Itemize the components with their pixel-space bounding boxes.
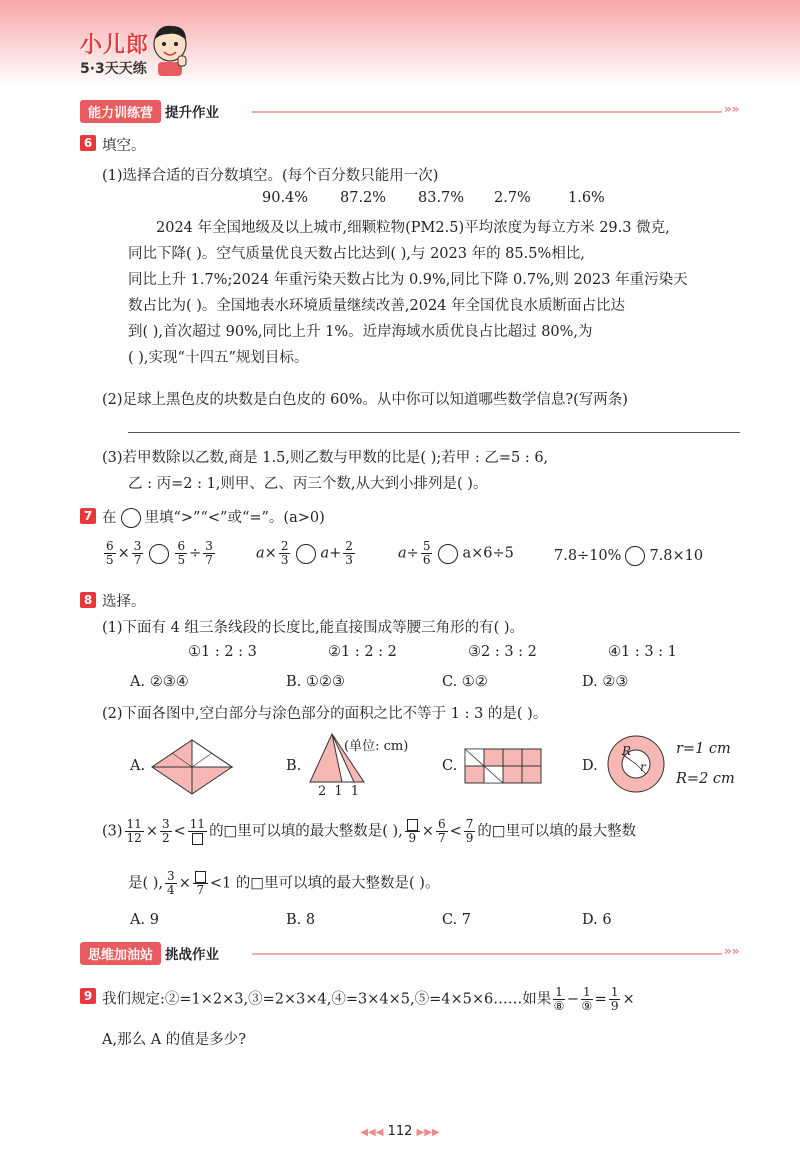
denominator: 6 (422, 553, 431, 567)
numerator: 1 (555, 985, 563, 999)
q8-part3-line2 (128, 870, 439, 897)
section-tag: 能力训练营 (80, 100, 161, 123)
q6-option: 2.7% (494, 190, 531, 206)
text-segment: <1 的□里可以填的最大整数是( )。 (209, 875, 440, 892)
operator: × (421, 823, 434, 840)
denominator: 9 (610, 999, 619, 1013)
rectangle-grid-figure (464, 748, 544, 786)
denominator: 3 (345, 553, 353, 567)
q8-ratio-item: ③2 : 3 : 2 (468, 644, 537, 660)
denominator: 4 (167, 883, 175, 897)
choice-d[interactable]: D. 6 (582, 912, 612, 928)
section-divider (252, 953, 722, 955)
denominator: 5 (106, 553, 114, 567)
choice-c[interactable]: C. 7 (442, 912, 472, 928)
small-radius-label: r (640, 760, 646, 774)
choice-b[interactable]: B. ①②③ (286, 674, 345, 690)
variable: a (256, 545, 265, 562)
fraction (175, 540, 187, 567)
part-number: (3) (102, 823, 123, 840)
figure-label-d[interactable]: D. (582, 758, 598, 774)
q6-option: 87.2% (340, 190, 387, 206)
denominator: 12 (126, 831, 142, 845)
q7-expr-3 (398, 540, 514, 567)
operator: < (173, 823, 186, 840)
numerator: 3 (167, 869, 175, 883)
box-placeholder[interactable] (192, 832, 203, 845)
q6-text-line: 数占比为( )。全国地表水环境质量继续改善,2024 年全国优良水质断面占比达 (128, 298, 626, 314)
question-title: 填空。 (102, 138, 146, 154)
fraction (405, 818, 420, 845)
fraction (609, 986, 621, 1013)
fraction (188, 818, 207, 845)
answer-line[interactable] (128, 432, 740, 433)
text-segment: 的□里可以填的最大整数 (477, 823, 637, 840)
q6-text-line: 2024 年全国地级及以上城市,细颗粒物(PM2.5)平均浓度为每立方米 29.3 微克, (156, 220, 670, 236)
denominator: 5 (177, 553, 186, 567)
ring-figure (606, 734, 666, 794)
denominator: 7 (133, 553, 142, 567)
numerator: 11 (189, 817, 206, 831)
q7-title-post: 里填“>”“<”或“=”。(a>0) (144, 510, 325, 526)
text-segment: 我们规定:②=1×2×3,③=2×3×4,④=3×4×5,⑤=4×5×6……如果 (102, 991, 552, 1008)
choice-d[interactable]: D. ②③ (582, 674, 629, 690)
expression: 7.8÷10% (554, 548, 622, 564)
unit-label: (单位: cm) (344, 739, 409, 754)
section-ability (80, 100, 219, 122)
rhombus-figure (150, 738, 234, 796)
operator: × (178, 875, 191, 892)
operator: = (594, 991, 607, 1008)
fraction (581, 986, 593, 1013)
text-segment: 是( ), (128, 875, 164, 892)
mascot-icon (148, 22, 192, 82)
operator: × (145, 823, 158, 840)
page-number (340, 1124, 460, 1139)
q6-option: 83.7% (418, 190, 465, 206)
operator: × (264, 545, 277, 562)
question-number: 8 (80, 592, 96, 608)
figure-label-b[interactable]: B. (286, 758, 302, 774)
fraction (464, 818, 476, 845)
numerator: 5 (422, 539, 431, 553)
compare-circle-icon (121, 508, 141, 528)
q9-line1 (102, 986, 635, 1013)
q8-part3-line1 (102, 818, 636, 845)
q6-text-line: ( ),实现“十四五”规划目标。 (128, 350, 309, 366)
small-radius-value: r=1 cm (676, 741, 731, 757)
question-number: 9 (80, 988, 96, 1004)
denominator: 9 (408, 831, 417, 845)
operator: + (329, 545, 342, 562)
expression: a×6÷5 (462, 545, 514, 562)
big-radius-value: R=2 cm (676, 771, 735, 787)
q6-text-line: 同比上升 1.7%;2024 年重污染天数占比为 0.9%,同比下降 0.7%,则 2023 年重污染天 (128, 272, 688, 288)
arrows-icon: »» (724, 102, 740, 116)
denominator: 9 (465, 831, 474, 845)
section-subtitle: 提升作业 (165, 105, 220, 121)
fraction (553, 986, 565, 1013)
brand-logo: 小儿郎 (80, 33, 150, 58)
numerator: 3 (133, 539, 142, 553)
q6-part3-line1: (3)若甲数除以乙数,商是 1.5,则乙数与甲数的比是( );若甲 : 乙=5 : 6, (102, 450, 549, 466)
numerator: 2 (280, 539, 289, 553)
variable: a (398, 545, 407, 562)
numerator: 3 (161, 817, 170, 831)
q8-part1: (1)下面有 4 组三条线段的长度比,能直接围成等腰三角形的有( )。 (102, 620, 525, 636)
question-title: 选择。 (102, 594, 146, 610)
q8-ratio-item: ①1 : 2 : 3 (188, 644, 257, 660)
q6-part3-line2: 乙 : 丙=2 : 1,则甲、乙、丙三个数,从大到小排列是( )。 (128, 476, 488, 492)
fraction (343, 540, 355, 567)
brand-series: 5·3天天练 (80, 61, 147, 77)
page-number-value: 112 (387, 1124, 413, 1139)
numerator: 1 (610, 985, 619, 999)
operator: × (117, 545, 130, 562)
expression: 7.8×10 (649, 548, 704, 564)
fraction (436, 818, 448, 845)
fraction (160, 818, 172, 845)
question-number: 6 (80, 135, 96, 151)
numerator: 3 (205, 539, 213, 553)
box-placeholder[interactable] (405, 818, 420, 832)
choice-b[interactable]: B. 8 (286, 912, 316, 928)
section-divider (252, 111, 722, 113)
big-radius-label: R (622, 744, 632, 758)
answer-circle[interactable] (296, 544, 316, 564)
answer-circle[interactable] (438, 544, 458, 564)
denominator: ⑧ (553, 999, 565, 1013)
choice-a[interactable]: A. 9 (130, 912, 159, 928)
q6-option: 1.6% (568, 190, 605, 206)
q6-text-line: 到( ),首次超过 90%,同比上升 1%。近岸海域水质优良占比超过 80%,为 (128, 324, 593, 340)
fraction (193, 870, 208, 897)
operator: ÷ (189, 545, 202, 562)
numerator: 6 (177, 539, 186, 553)
q8-part2: (2)下面各图中,空白部分与涂色部分的面积之比不等于 1 : 3 的是( )。 (102, 706, 548, 722)
fraction (125, 818, 144, 845)
numerator: 2 (345, 539, 353, 553)
variable: a (320, 545, 330, 562)
q8-ratio-item: ④1 : 3 : 1 (608, 644, 677, 660)
q7-expr-4 (554, 546, 703, 566)
section-tag: 思维加油站 (80, 942, 161, 965)
numerator: 1 (583, 985, 591, 999)
denominator: 7 (437, 831, 446, 845)
figure-label-c[interactable]: C. (442, 758, 458, 774)
fraction (421, 540, 433, 567)
fraction (132, 540, 144, 567)
operator: × (622, 991, 635, 1008)
operator: − (566, 991, 580, 1008)
fraction (203, 540, 215, 567)
q7-expr-2 (256, 540, 357, 567)
answer-circle[interactable] (625, 546, 645, 566)
choice-a[interactable]: A. ②③④ (130, 674, 189, 690)
q8-ratio-item: ②1 : 2 : 2 (328, 644, 397, 660)
q7-title-pre: 在 (102, 510, 117, 526)
q6-part1-prompt: (1)选择合适的百分数填空。(每个百分数只能用一次) (102, 168, 439, 184)
numerator: 6 (106, 539, 114, 553)
triangle-dimensions: 2 1 1 (318, 784, 362, 799)
arrows-icon: »» (724, 944, 740, 958)
q7-expr-1 (102, 540, 217, 567)
numerator: 6 (437, 817, 446, 831)
q6-part2: (2)足球上黑色皮的块数是白色皮的 60%。从中你可以知道哪些数学信息?(写两条) (102, 392, 628, 408)
q9-line2: A,那么 A 的值是多少? (102, 1032, 247, 1048)
question-title (102, 506, 325, 528)
q6-option: 90.4% (262, 190, 309, 206)
operator: ÷ (406, 545, 419, 562)
figure-label-a[interactable]: A. (130, 758, 146, 774)
box-placeholder[interactable] (193, 870, 208, 884)
denominator: 3 (280, 553, 289, 567)
section-subtitle: 挑战作业 (165, 947, 220, 963)
denominator: 2 (161, 831, 170, 845)
numerator: 11 (126, 817, 142, 831)
prev-arrows-icon: ◀◀◀ (360, 1127, 384, 1138)
fraction (104, 540, 116, 567)
numerator: 7 (465, 817, 474, 831)
answer-circle[interactable] (149, 544, 169, 564)
section-thinking (80, 942, 219, 964)
next-arrows-icon: ▶▶▶ (416, 1127, 440, 1138)
fraction (165, 870, 177, 897)
choice-c[interactable]: C. ①② (442, 674, 488, 690)
fraction (279, 540, 291, 567)
operator: < (449, 823, 462, 840)
denominator: 7 (196, 883, 205, 897)
q6-text-line: 同比下降( )。空气质量优良天数占比达到( ),与 2023 年的 85.5%相比, (128, 246, 585, 262)
text-segment: 的□里可以填的最大整数是( ), (209, 823, 403, 840)
question-number: 7 (80, 508, 96, 524)
denominator: 7 (205, 553, 213, 567)
denominator: ⑨ (581, 999, 593, 1013)
